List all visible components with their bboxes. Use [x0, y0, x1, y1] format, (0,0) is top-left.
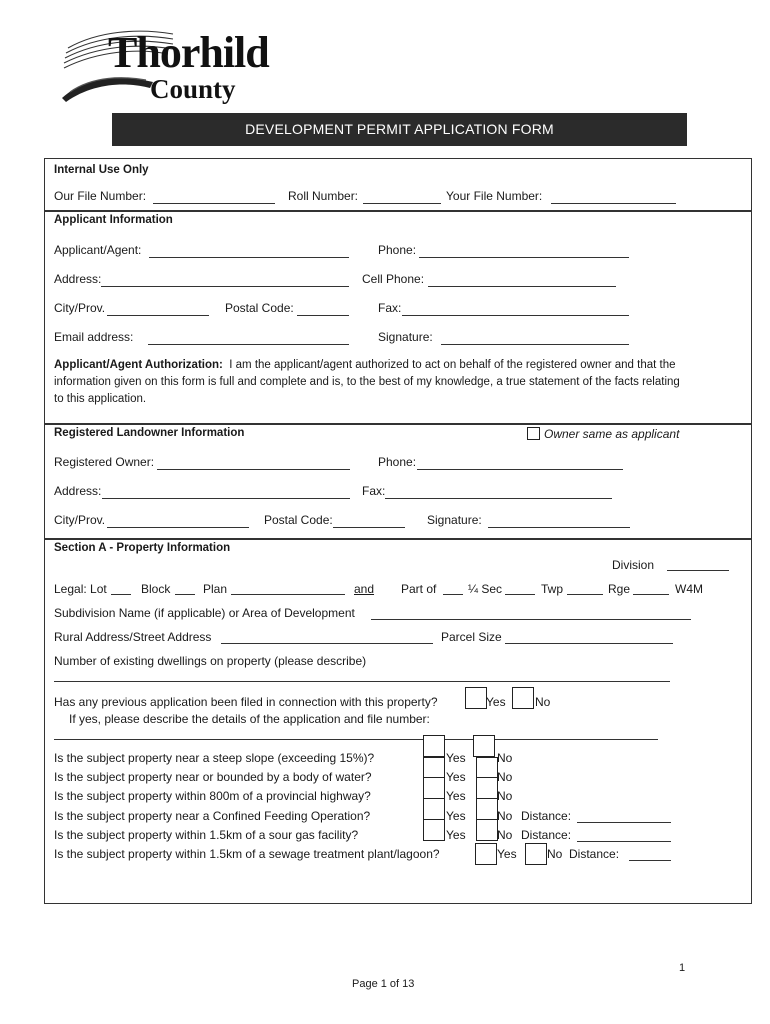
rural-address-field[interactable]	[221, 643, 433, 644]
previous-no-label: No	[535, 695, 551, 709]
q5-yes-checkbox[interactable]	[423, 819, 445, 841]
division-label: Division	[612, 558, 655, 572]
owner-phone-label: Phone:	[378, 455, 417, 469]
owner-signature-field[interactable]	[488, 527, 630, 528]
division-field[interactable]	[667, 570, 729, 571]
logo-county-text: County	[150, 74, 236, 104]
previous-yes-checkbox[interactable]	[465, 687, 487, 709]
applicant-header: Applicant Information	[54, 214, 173, 226]
q3-yes-label: Yes	[446, 789, 466, 803]
dwellings-field[interactable]	[54, 681, 670, 682]
legal-lot-label: Legal: Lot	[54, 582, 107, 596]
owner-city-label: City/Prov.	[54, 513, 106, 527]
internal-use-section	[44, 158, 752, 212]
dwellings-label: Number of existing dwellings on property (please describe)	[54, 654, 367, 668]
q6-yes-label: Yes	[497, 847, 517, 861]
form-title: DEVELOPMENT PERMIT APPLICATION FORM	[112, 113, 687, 146]
owner-address-field[interactable]	[102, 498, 350, 499]
q5-no-label: No	[497, 828, 513, 842]
q3-no-checkbox[interactable]	[476, 777, 498, 799]
owner-phone-field[interactable]	[417, 469, 623, 470]
sec-field[interactable]	[505, 594, 535, 595]
rge-label: Rge	[608, 582, 631, 596]
owner-fax-field[interactable]	[385, 498, 612, 499]
question-sewage-lagoon: Is the subject property within 1.5km of a sewage treatment plant/lagoon?	[54, 847, 440, 861]
q2-yes-label: Yes	[446, 770, 466, 784]
q2-yes-checkbox[interactable]	[423, 757, 445, 779]
if-yes-label: If yes, please describe the details of the application and file number:	[69, 712, 430, 726]
q1-no-label: No	[497, 751, 513, 765]
your-file-number-field[interactable]	[551, 203, 676, 204]
question-steep-slope: Is the subject property near a steep slope (exceeding 15%)?	[54, 751, 375, 765]
parcel-size-field[interactable]	[505, 643, 673, 644]
q4-yes-checkbox[interactable]	[423, 798, 445, 820]
previous-details-field[interactable]	[54, 739, 658, 740]
q5-distance-label: Distance:	[521, 828, 572, 842]
page-of-footer: Page 1 of 13	[352, 978, 415, 990]
question-water-body: Is the subject property near or bounded by a body of water?	[54, 770, 372, 784]
q5-yes-label: Yes	[446, 828, 466, 842]
parcel-size-label: Parcel Size	[441, 630, 502, 644]
authorization-line-2: information given on this form is full and complete and is, to the best of my knowledge, a true statement of the facts relating	[54, 376, 680, 388]
city-prov-field[interactable]	[107, 315, 209, 316]
q1-yes-checkbox[interactable]	[423, 735, 445, 757]
registered-owner-label: Registered Owner:	[54, 455, 155, 469]
q6-yes-checkbox[interactable]	[475, 843, 497, 865]
w4m-label: W4M	[675, 582, 703, 596]
q6-distance-field[interactable]	[629, 860, 671, 861]
landowner-section	[44, 423, 752, 540]
fax-label: Fax:	[378, 301, 402, 315]
authorization-line-1	[54, 359, 676, 371]
q2-no-checkbox[interactable]	[476, 757, 498, 779]
plan-label: Plan	[203, 582, 228, 596]
your-file-number-label: Your File Number:	[446, 189, 543, 203]
fax-field[interactable]	[402, 315, 629, 316]
q4-no-label: No	[497, 809, 513, 823]
q4-yes-label: Yes	[446, 809, 466, 823]
q4-distance-label: Distance:	[521, 809, 572, 823]
rural-address-label: Rural Address/Street Address	[54, 630, 212, 644]
part-of-label: Part of	[401, 582, 437, 596]
signature-field[interactable]	[441, 344, 629, 345]
question-sour-gas: Is the subject property within 1.5km of a sour gas facility?	[54, 828, 359, 842]
applicant-section	[44, 210, 752, 425]
email-label: Email address:	[54, 330, 134, 344]
q3-yes-checkbox[interactable]	[423, 777, 445, 799]
roll-number-label: Roll Number:	[288, 189, 359, 203]
question-highway: Is the subject property within 800m of a provincial highway?	[54, 789, 371, 803]
block-field[interactable]	[175, 594, 195, 595]
q2-no-label: No	[497, 770, 513, 784]
rge-field[interactable]	[633, 594, 669, 595]
property-section	[44, 538, 752, 904]
phone-label: Phone:	[378, 243, 417, 257]
address-label: Address:	[54, 272, 102, 286]
subdivision-label: Subdivision Name (if applicable) or Area of Development	[54, 606, 355, 620]
applicant-agent-field[interactable]	[149, 257, 349, 258]
address-field[interactable]	[101, 286, 349, 287]
q5-distance-field[interactable]	[577, 841, 671, 842]
owner-city-field[interactable]	[107, 527, 249, 528]
lot-field[interactable]	[111, 594, 131, 595]
logo-thorhild-text: Thorhild	[108, 28, 269, 77]
authorization-text-1: I am the applicant/agent authorized to act on behalf of the registered owner and that the	[229, 359, 676, 371]
q4-distance-field[interactable]	[577, 822, 671, 823]
owner-fax-label: Fax:	[362, 484, 386, 498]
question-confined-feeding: Is the subject property near a Confined Feeding Operation?	[54, 809, 371, 823]
property-header: Section A - Property Information	[54, 542, 231, 554]
postal-code-field[interactable]	[297, 315, 349, 316]
owner-signature-label: Signature:	[427, 513, 482, 527]
owner-same-checkbox[interactable]	[527, 427, 540, 440]
cell-phone-label: Cell Phone:	[362, 272, 425, 286]
q5-no-checkbox[interactable]	[476, 819, 498, 841]
owner-address-label: Address:	[54, 484, 102, 498]
authorization-bold: Applicant/Agent Authorization:	[54, 359, 223, 371]
subdivision-field[interactable]	[371, 619, 691, 620]
plan-field[interactable]	[231, 594, 345, 595]
q1-no-checkbox[interactable]	[473, 735, 495, 757]
q3-no-label: No	[497, 789, 513, 803]
owner-same-label: Owner same as applicant	[544, 427, 680, 441]
owner-postal-label: Postal Code:	[264, 513, 333, 527]
twp-label: Twp	[541, 582, 564, 596]
previous-no-checkbox[interactable]	[512, 687, 534, 709]
landowner-header: Registered Landowner Information	[54, 427, 245, 439]
postal-code-label: Postal Code:	[225, 301, 294, 315]
block-label: Block	[141, 582, 171, 596]
twp-field[interactable]	[567, 594, 603, 595]
and-label: and	[354, 582, 375, 596]
q4-no-checkbox[interactable]	[476, 798, 498, 820]
page-number: 1	[679, 962, 686, 974]
q1-yes-label: Yes	[446, 751, 466, 765]
city-prov-label: City/Prov.	[54, 301, 106, 315]
q6-no-label: No	[547, 847, 563, 861]
applicant-agent-label: Applicant/Agent:	[54, 243, 142, 257]
q6-no-checkbox[interactable]	[525, 843, 547, 865]
owner-postal-field[interactable]	[333, 527, 405, 528]
previous-yes-label: Yes	[486, 695, 506, 709]
quarter-sec-label: ¼ Sec	[468, 582, 503, 596]
registered-owner-field[interactable]	[157, 469, 350, 470]
previous-application-label: Has any previous application been filed in connection with this property?	[54, 695, 438, 709]
our-file-number-field[interactable]	[153, 203, 275, 204]
our-file-number-label: Our File Number:	[54, 189, 147, 203]
cell-phone-field[interactable]	[428, 286, 616, 287]
part-of-field[interactable]	[443, 594, 463, 595]
authorization-line-3: to this application.	[54, 393, 147, 405]
email-field[interactable]	[148, 344, 349, 345]
q6-distance-label: Distance:	[569, 847, 620, 861]
phone-field[interactable]	[419, 257, 629, 258]
roll-number-field[interactable]	[363, 203, 441, 204]
internal-use-header: Internal Use Only	[54, 164, 149, 176]
signature-label: Signature:	[378, 330, 433, 344]
